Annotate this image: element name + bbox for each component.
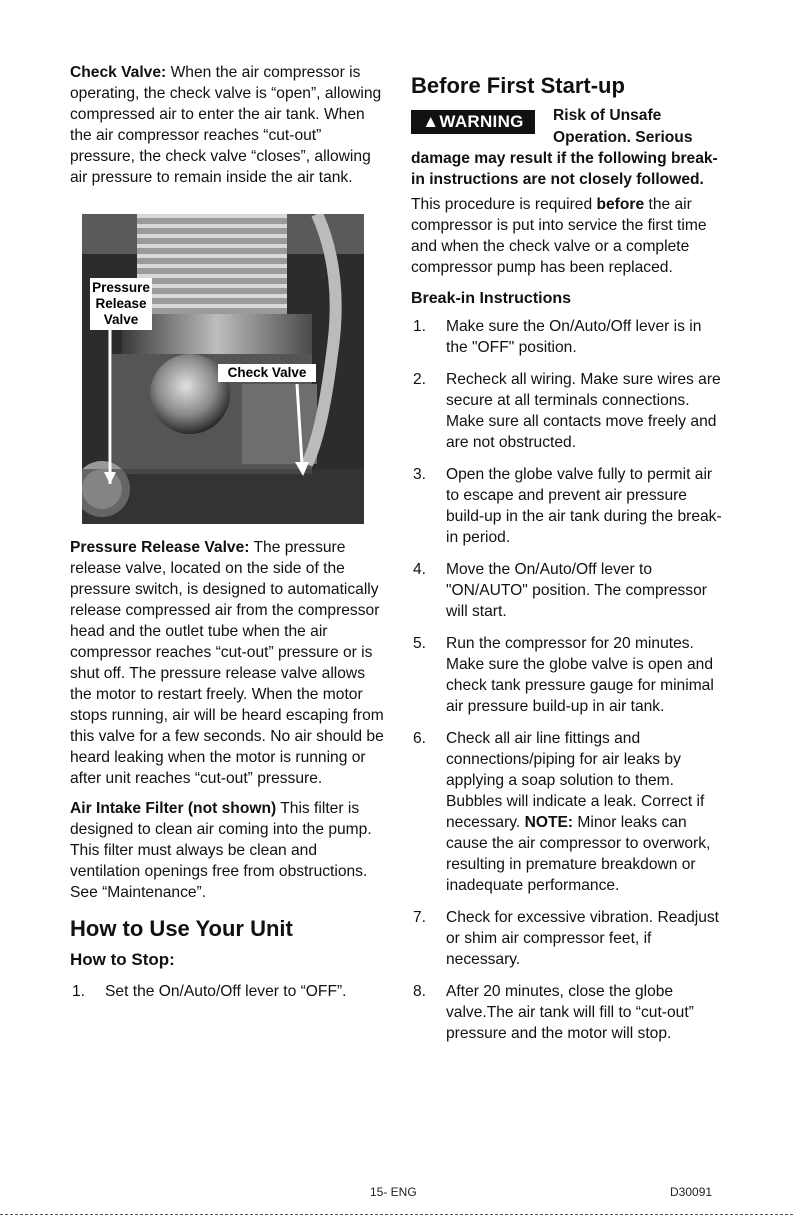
intro-text-bold: before (596, 196, 645, 213)
breakin-instructions-title: Break-in Instructions (411, 290, 572, 307)
air-intake-text: This filter is designed to clean air coming into the pump. This filter must always be clean and ventilation openings free from obstructions. See “Maintenance”. (70, 800, 372, 901)
warning-row (411, 106, 724, 148)
step-number: 2. (413, 371, 427, 388)
warning-badge: ▲WARNING (411, 110, 535, 134)
step-text: Open the globe valve fully to permit air to escape and prevent air pressure build-up in the air tank during the break-in period. (446, 466, 722, 546)
step-text: Recheck all wiring. Make sure wires are secure at all terminals connections. Make sure all contacts move freely and are not obstructed. (446, 371, 721, 451)
callout-line: Check Valve (227, 365, 307, 380)
check-valve-label: Check Valve: (70, 64, 167, 81)
list-item (411, 464, 724, 548)
step-text: Run the compressor for 20 minutes. Make sure the globe valve is open and check tank pressure gauge for minimal air pressure build-up in air tank. (446, 635, 714, 715)
air-intake-label: Air Intake Filter (not shown) (70, 800, 277, 817)
list-item (411, 907, 724, 970)
warning-body: Operation. Serious damage may result if the following break-in instructions are not closely followed. (411, 129, 718, 188)
check-valve-text: When the air compressor is operating, the check valve is “open”, allowing compressed air to enter the air tank. When the air compressor reaches “cut-out” pressure, the check valve “closes”, allowing air pressure to remain inside the air tank. (70, 64, 382, 186)
step-number: 4. (413, 561, 427, 578)
callout-line: Release (95, 296, 147, 311)
left-column (70, 62, 388, 1013)
list-item (411, 981, 724, 1044)
note-text: Minor leaks can cause the air compressor to overwork, resulting in premature breakdown or inadequate performance. (446, 814, 711, 894)
callout-line: Pressure (92, 280, 150, 295)
pressure-release-paragraph (70, 537, 388, 789)
intro-text-after: the air compressor is put into service the first time and when the check valve or a complete compressor pump has been replaced. (411, 196, 707, 276)
stop-steps-list (70, 981, 388, 1002)
step-number: 5. (413, 635, 427, 652)
check-valve-callout (218, 364, 316, 382)
step-number: 1. (413, 318, 427, 335)
warning-heading: Risk of Unsafe (553, 107, 662, 124)
callout-line: Valve (103, 312, 139, 327)
pressure-release-callout (90, 278, 152, 330)
step-text: After 20 minutes, close the globe valve.The air tank will fill to “cut-out” pressure and the motor will stop. (446, 983, 694, 1042)
intro-text-before: This procedure is required (411, 196, 597, 213)
breakin-steps-list (411, 316, 724, 1044)
step-number: 1. (72, 983, 86, 1000)
check-valve-paragraph (70, 62, 388, 188)
page-trim-line (0, 1214, 793, 1215)
pressure-release-label: Pressure Release Valve: (70, 539, 250, 556)
step-number: 3. (413, 466, 427, 483)
list-item (411, 728, 724, 896)
compressor-photo (82, 214, 364, 524)
list-item (411, 316, 724, 358)
right-column (411, 62, 724, 1055)
step-text: Check all air line fittings and connections/piping for air leaks by applying a soap solution to them. Bubbles will indicate a leak. Correct if necessary. (446, 730, 705, 831)
how-to-use-title: How to Use Your Unit (70, 916, 293, 941)
page-number: 15- ENG (370, 1185, 417, 1199)
document-code: D30091 (670, 1185, 713, 1199)
step-text: Make sure the On/Auto/Off lever is in the "OFF" position. (446, 318, 702, 356)
step-number: 6. (413, 730, 427, 747)
list-item (411, 633, 724, 717)
pressure-release-text: The pressure release valve, located on the side of the pressure switch, is designed to automatically release compressed air from the compressor head and the outlet tube when the air compressor reaches “cut-out” pressure or is shut off. The pressure release valve allows the motor to restart freely. When the motor stops running, air will be heard escaping from this valve for a few seconds. No air should be heard leaking when the motor is running or after unit reaches “cut-out” pressure. (70, 539, 384, 787)
step-number: 8. (413, 983, 427, 1000)
step-text: Move the On/Auto/Off lever to "ON/AUTO" position. The compressor will start. (446, 561, 707, 620)
step-text: Set the On/Auto/Off lever to “OFF”. (105, 983, 347, 1000)
before-first-startup-title: Before First Start-up (411, 73, 625, 98)
list-item (411, 369, 724, 453)
list-item (70, 981, 388, 1002)
note-label: NOTE: (524, 814, 574, 831)
step-text: Check for excessive vibration. Readjust or shim air compressor feet, if necessary. (446, 909, 720, 968)
list-item (411, 559, 724, 622)
intro-paragraph (411, 194, 724, 278)
how-to-stop-title: How to Stop: (70, 950, 175, 969)
air-intake-paragraph (70, 798, 388, 903)
step-number: 7. (413, 909, 427, 926)
